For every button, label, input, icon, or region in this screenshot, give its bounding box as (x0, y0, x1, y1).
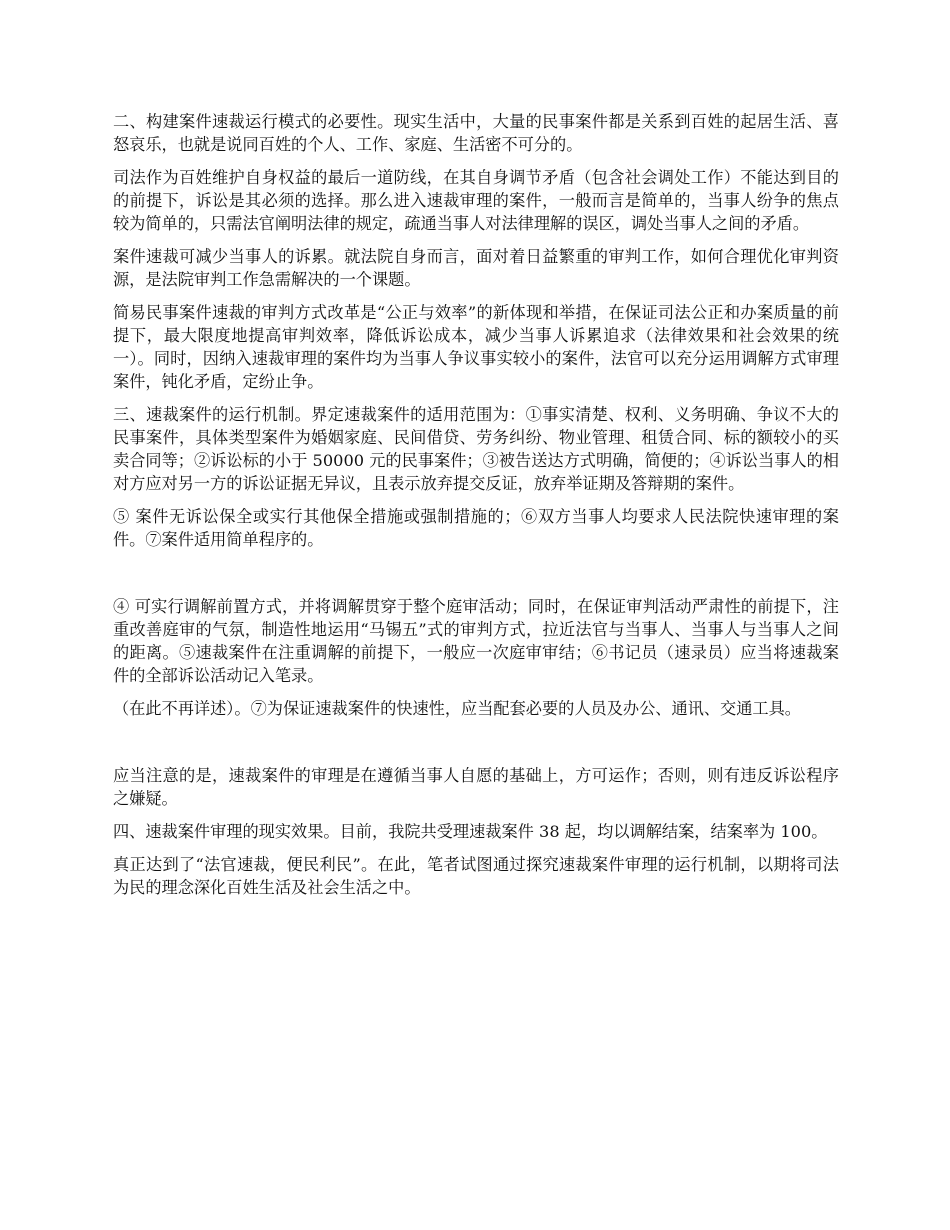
document-body (113, 110, 839, 909)
paragraph-conclusion: 真正达到了“法官速裁，便民利民”。在此，笔者试图通过探究速裁案件审理的运行机制，以期将司法为民的理念深化百姓生活及社会生活之中。 (113, 855, 839, 897)
paragraph-necessity: 二、构建案件速裁运行模式的必要性。现实生活中，大量的民事案件都是关系到百姓的起居生活、喜怒哀乐，也就是说同百姓的个人、工作、家庭、生活密不可分的。 (113, 112, 839, 154)
paragraph-conditions: ⑤ 案件无诉讼保全或实行其他保全措施或强制措施的；⑥双方当事人均要求人民法院快速审理的案件。⑦案件适用简单程序的。 (113, 507, 839, 549)
paragraph-reform: 简易民事案件速裁的审判方式改革是“公正与效率”的新体现和举措，在保证司法公正和办案质量的前提下，最大限度地提高审判效率，降低诉讼成本，减少当事人诉累追求（法律效果和社会效果的统一）。同时，因纳入速裁审理的案件均为当事人争议事实较小的案件，法官可以充分运用调解方式审理案件，钝化矛盾，定纷止争。 (113, 303, 839, 391)
paragraph-mechanism: 三、速裁案件的运行机制。界定速裁案件的适用范围为：①事实清楚、权利、义务明确、争议不大的民事案件，具体类型案件为婚姻家庭、民间借贷、劳务纠纷、物业管理、租赁合同、标的额较小的买卖合同等；②诉讼标的小于 50000 元的民事案件；③被告送达方式明确，简便的；④诉讼当事人的相对方应对另一方的诉讼证据无异议，且表示放弃提交反证，放弃举证期及答辩期的案件。 (113, 405, 839, 493)
paragraph-note: 应当注意的是，速裁案件的审理是在遵循当事人自愿的基础上，方可运作；否则，则有违反诉讼程序之嫌疑。 (113, 766, 839, 808)
paragraph-support: （在此不再详述）。⑦为保证速裁案件的快速性，应当配套必要的人员及办公、通讯、交通工具。 (113, 699, 801, 718)
paragraph-judicial-defense: 司法作为百姓维护自身权益的最后一道防线，在其自身调节矛盾（包含社会调处工作）不能达到目的的前提下，诉讼是其必须的选择。那么进入速裁审理的案件，一般而言是简单的，当事人纷争的焦点较为简单的，只需法官阐明法律的规定，疏通当事人对法律理解的误区，调处当事人之间的矛盾。 (113, 168, 839, 233)
paragraph-mediation: ④ 可实行调解前置方式，并将调解贯穿于整个庭审活动；同时，在保证审判活动严肃性的前提下，注重改善庭审的气氛，制造性地运用“马锡五”式的审判方式，拉近法官与当事人、当事人与当事人之间的距离。⑤速裁案件在注重调解的前提下，一般应一次庭审审结；⑥书记员（速录员）应当将速裁案件的全部诉讼活动记入笔录。 (113, 597, 839, 685)
paragraph-effect: 四、速裁案件审理的现实效果。目前，我院共受理速裁案件 38 起，均以调解结案，结案率为 100。 (113, 822, 828, 841)
paragraph-reduce-burden: 案件速裁可减少当事人的诉累。就法院自身而言，面对着日益繁重的审判工作，如何合理优化审判资源，是法院审判工作急需解决的一个课题。 (113, 247, 839, 289)
